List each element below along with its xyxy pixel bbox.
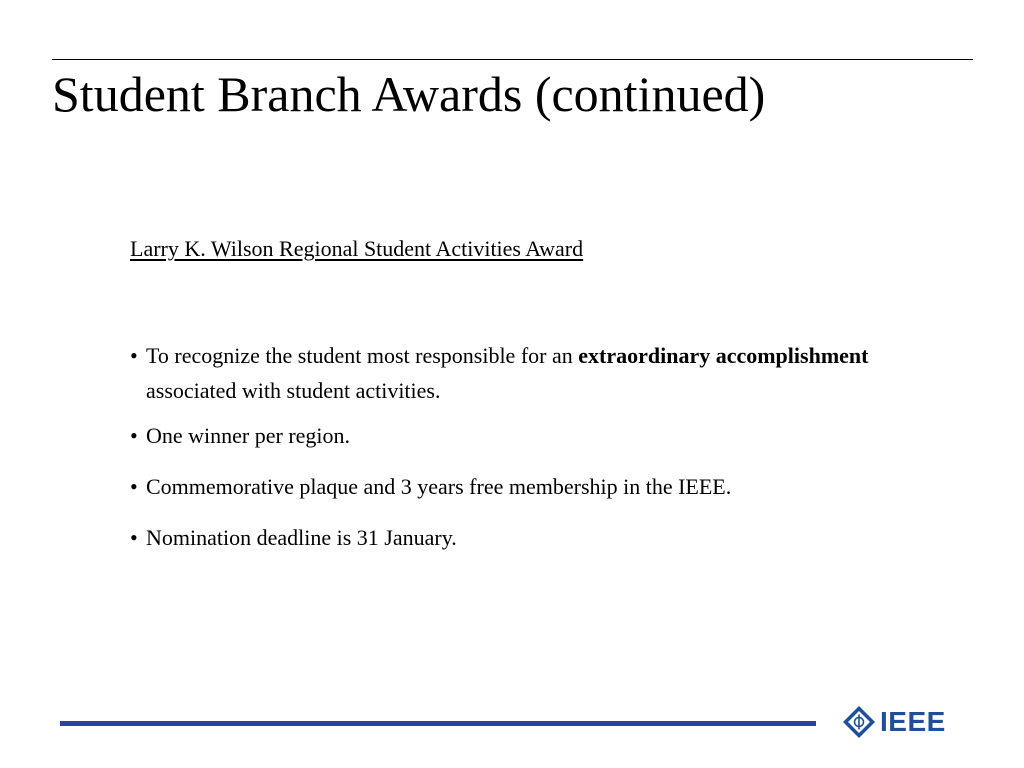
bullet-text: Nomination deadline is 31 January.	[146, 525, 457, 550]
ieee-logo	[842, 703, 946, 741]
ieee-diamond-icon	[842, 705, 876, 739]
bullet-marker: •	[130, 474, 138, 499]
award-heading: Larry K. Wilson Regional Student Activities Award	[130, 236, 584, 261]
bullet-item-prize	[130, 469, 950, 504]
footer-divider	[60, 721, 816, 726]
bullet-text: One winner per region.	[146, 423, 351, 448]
bullet-marker: •	[130, 423, 138, 448]
slide-title: Student Branch Awards (continued)	[52, 66, 766, 122]
bullet-text-before: To recognize the student most responsible for an	[146, 343, 573, 368]
bullet-item-winners	[130, 418, 950, 453]
bullet-item-deadline	[130, 520, 950, 555]
bullet-text-bold: extraordinary accomplishment	[578, 343, 869, 368]
bullet-text: Commemorative plaque and 3 years free membership in the IEEE.	[146, 474, 732, 499]
bullet-text-after: associated with student activities.	[146, 378, 441, 403]
bullet-marker: •	[130, 343, 138, 368]
bullet-item-purpose	[130, 338, 950, 408]
logo-text: IEEE	[880, 706, 946, 737]
bullet-list	[130, 338, 950, 555]
top-divider	[52, 59, 973, 60]
bullet-marker: •	[130, 525, 138, 550]
